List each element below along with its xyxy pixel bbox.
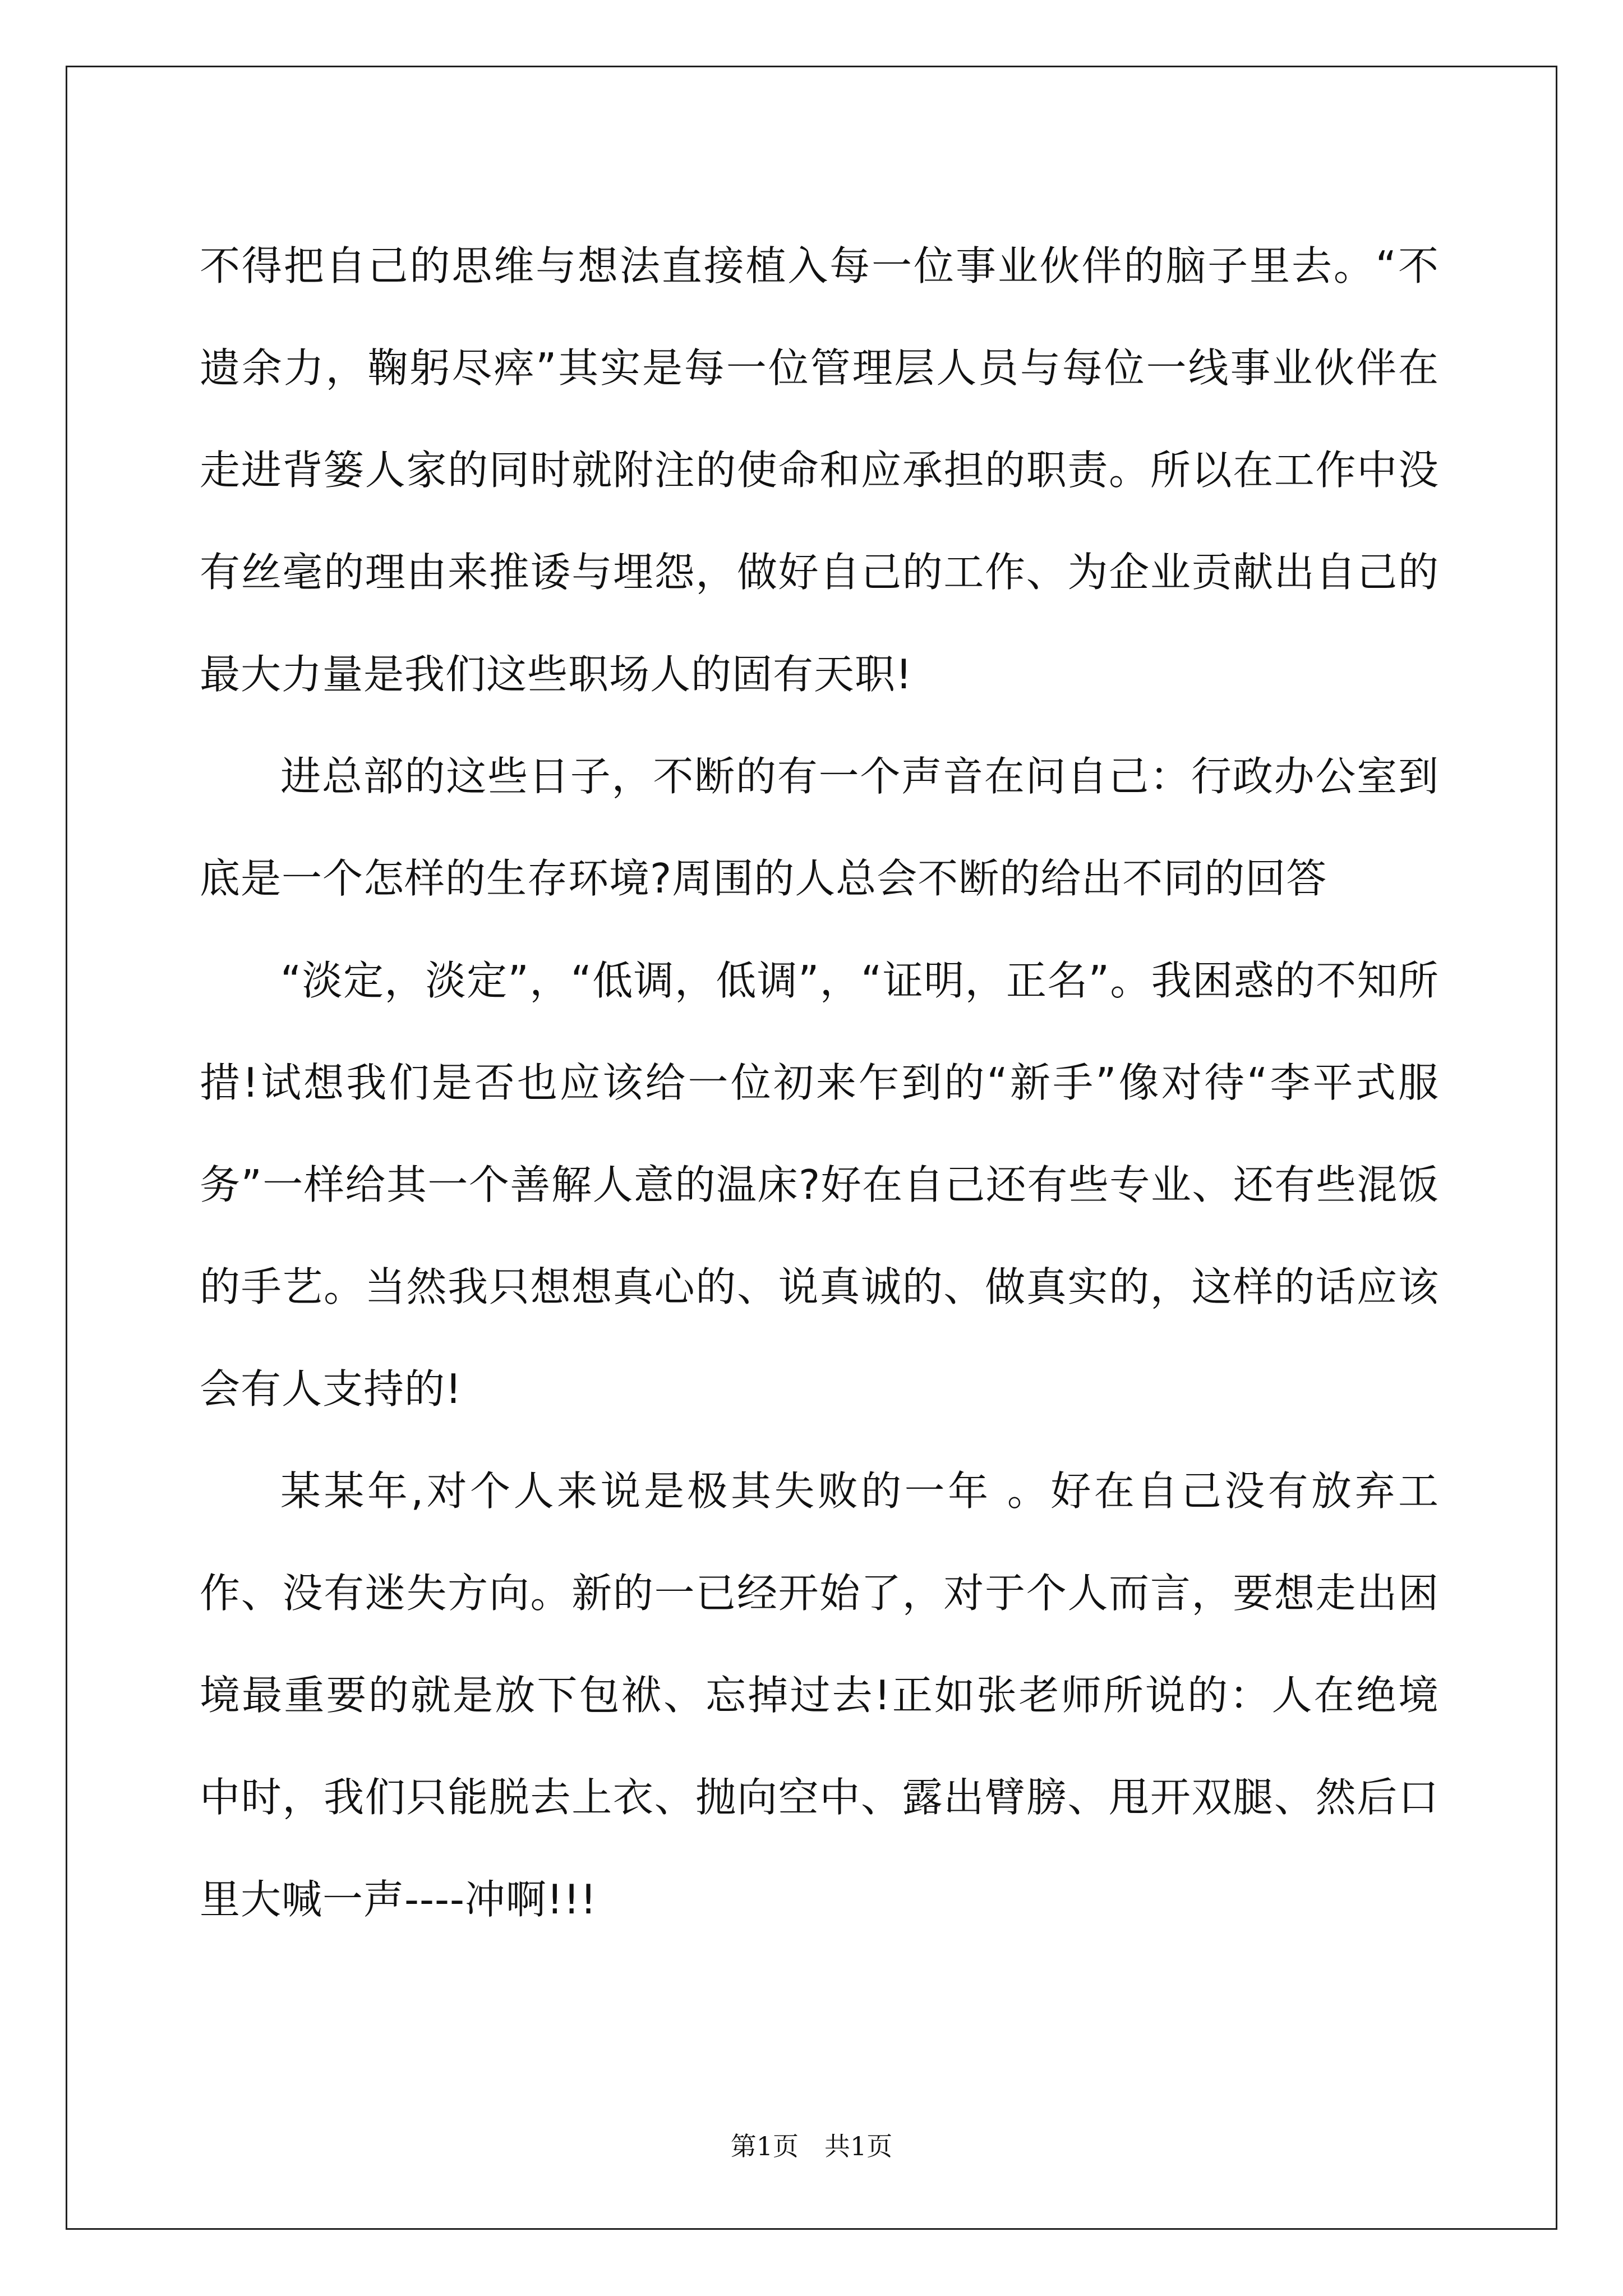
paragraph-3: “淡定，淡定”，“低调，低调”，“证明，正名”。我困惑的不知所措!试想我们是否也应该给一位初来乍到的“新手”像对待“李平式服务”一样给其一个善解人意的温床?好在自己还有些专业、还有些混饭的手艺。当然我只想想真心的、说真诚的、做真实的，这样的话应该会有人支持的! bbox=[200, 957, 1439, 1412]
paragraph-1: 不得把自己的思维与想法直接植入每一位事业伙伴的脑子里去。“不遗余力，鞠躬尽瘁”其实是每一位管理层人员与每位一线事业伙伴在走进背篓人家的同时就附注的使命和应承担的职责。所以在工作中没有丝毫的理由来推诿与埋怨，做好自己的工作、为企业贡献出自己的最大力量是我们这些职场人的固有天职! bbox=[200, 242, 1439, 698]
page-number-footer: 第1页 共1页 bbox=[730, 2131, 893, 2161]
document-body bbox=[200, 215, 1439, 1950]
paragraph-4: 某某年,对个人来说是极其失败的一年 。好在自己没有放弃工作、没有迷失方向。新的一已经开始了，对于个人而言，要想走出困境最重要的就是放下包袱、忘掉过去!正如张老师所说的：人在绝境中时，我们只能脱去上衣、抛向空中、露出臂膀、甩开双腿、然后口里大喊一声----冲啊!!! bbox=[200, 1467, 1439, 1923]
paragraph-2: 进总部的这些日子，不断的有一个声音在问自己：行政办公室到底是一个怎样的生存环境?周围的人总会不断的给出不同的回答 bbox=[200, 753, 1439, 902]
